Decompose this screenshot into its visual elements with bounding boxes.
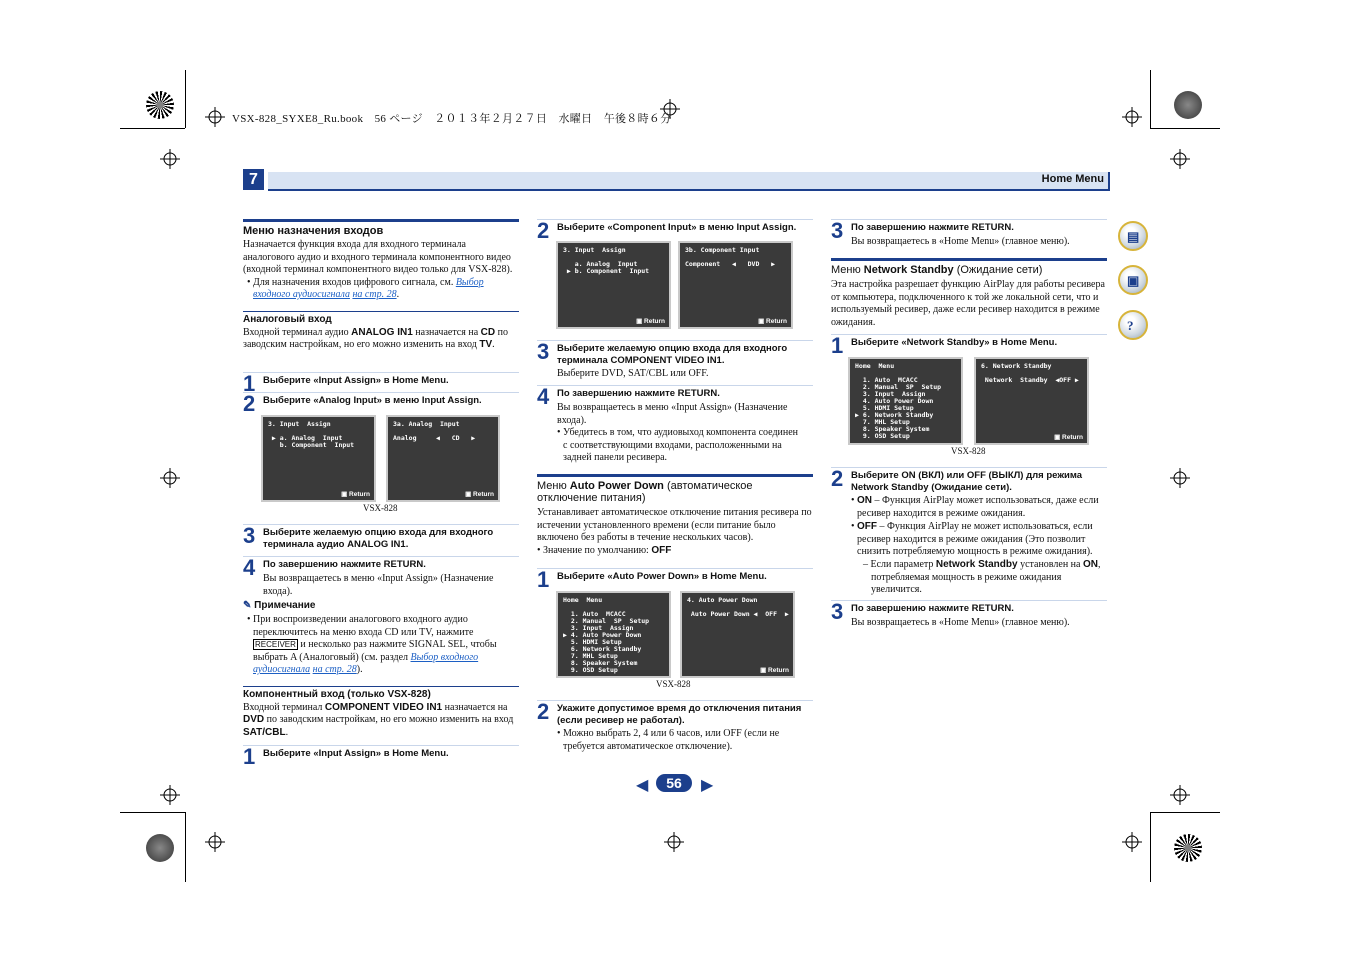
section-title: Меню Network Standby (Ожидание сети): [831, 258, 1107, 276]
step-1: 1 Выберите «Network Standby» в Home Menu.: [831, 334, 1107, 355]
osd-screen: [974, 357, 1089, 445]
registration-mark: [1122, 107, 1142, 127]
color-bar-disc: [1174, 834, 1202, 862]
step-text: Выберите «Input Assign» в Home Menu.: [263, 748, 449, 759]
step-text: Укажите допустимое время до отключения питания (если ресивер не работал).: [557, 703, 802, 726]
screen-text: Home Menu 1. Auto MCACC 2. Manual SP Setup 3. Input Assign ▶ 4. Auto Power Down 5. HDMI Setup 6. Network Standby 7. MHL Setup 8. Speaker System 9. OSD Setup: [563, 596, 650, 674]
sub-note: – Если параметр Network Standby установлен на ON, потребляемая мощность в режиме ожидания увеличится.: [863, 559, 1101, 595]
book-icon[interactable]: ▤: [1118, 221, 1148, 251]
return-label: ▣ Return: [465, 491, 494, 498]
return-label: ▣ Return: [636, 318, 665, 325]
section-title: Меню назначения входов: [243, 219, 519, 237]
return-label: ▣ Return: [1054, 434, 1083, 441]
subsection-title: Компонентный вход (только VSX-828): [243, 686, 519, 700]
step-1: 1 Выберите «Input Assign» в Home Menu.: [243, 745, 519, 766]
caption: VSX-828: [951, 446, 986, 456]
step-detail: Вы возвращаетесь в меню «Input Assign» (Назначение входа).: [557, 402, 788, 426]
step-text: Выберите «Component Input» в меню Input Assign.: [557, 222, 797, 233]
section-title: Меню Auto Power Down (автоматическое отключение питания): [537, 474, 813, 504]
file-header: VSX-828_SYXE8_Ru.book 56 ページ ２０１３年２月２７日 水曜日 午後８時６分: [232, 113, 672, 125]
osd-screen: [556, 591, 671, 678]
registration-mark: [1170, 149, 1190, 169]
apd-default: • Значение по умолчанию: OFF: [537, 544, 672, 556]
question-icon[interactable]: ?: [1118, 310, 1148, 340]
osd-screen: [848, 357, 963, 445]
apd-text: Устанавливает автоматическое отключение питания ресивера по истечении установленного времени (если питание было включено без работы в течение нескольких часов).: [537, 507, 812, 543]
osd-screen: [261, 415, 376, 502]
screen-text: Home Menu 1. Auto MCACC 2. Manual SP Setup 3. Input Assign 4. Auto Power Down 5. HDMI Setup ▶ 6. Network Standby 7. MHL Setup 8. Speaker System 9. OSD Setup: [855, 362, 942, 440]
step-2: 2 Выберите ON (ВКЛ) или OFF (ВЫКЛ) для режима Network Standby (Ожидание сети). • ON – Функция AirPlay может использоваться, даже если ресивер находится в режиме ожидания. • OFF – Функция AirPlay не может использоваться, если ресивер находится в режиме ожидания (Это позволит снизить потребляемую мощность в режиме ожидания). – Если параметр Network Standby установлен на ON, потребляемая мощность в режиме ожидания увеличится.: [831, 467, 1107, 598]
registration-mark: [160, 785, 180, 805]
screen-text: 3. Input Assign ▶ a. Analog Input b. Component Input: [268, 420, 355, 449]
bullet: • Для назначения входов цифрового сигнала, см. Выбор входного аудиосигнала на стр. 28.: [247, 276, 484, 300]
registration-mark: [205, 832, 225, 852]
step-2: 2 Выберите «Analog Input» в меню Input Assign.: [243, 392, 519, 413]
header-bar: [268, 172, 1110, 191]
color-bar-disc: [1174, 91, 1202, 119]
registration-mark: [1170, 468, 1190, 488]
next-page-arrow-icon[interactable]: ▶: [701, 777, 714, 794]
color-bar-disc: [146, 91, 174, 119]
osd-screen: [680, 591, 795, 678]
screen-text: 6. Network Standby Network Standby ◀OFF ▶: [981, 362, 1079, 384]
step-detail: Вы возвращаетесь в меню «Input Assign» (Назначение входа).: [263, 573, 494, 597]
registration-mark: [160, 468, 180, 488]
registration-mark: [1170, 785, 1190, 805]
osd-screen: [556, 241, 671, 329]
osd-screen: [386, 415, 500, 502]
step-text: По завершению нажмите RETURN.: [851, 222, 1014, 233]
step-text: Выберите «Input Assign» в Home Menu.: [263, 375, 449, 386]
chapter-number: 7: [243, 169, 264, 190]
step-text: По завершению нажмите RETURN.: [263, 559, 426, 570]
screen-text: 3a. Analog Input Analog ◀ CD ▶: [393, 420, 476, 442]
crop-mark: [1150, 812, 1220, 813]
step-4: 4 По завершению нажмите RETURN. Вы возвращаетесь в меню «Input Assign» (Назначение входа). • Убедитесь в том, что аудиовыход компонента соединен с соответствующими входами, расположенными на задней панели ресивера.: [537, 385, 813, 466]
crop-mark: [120, 128, 185, 129]
step-detail: Выберите DVD, SAT/CBL или OFF.: [557, 368, 709, 379]
return-label: ▣ Return: [758, 318, 787, 325]
step-bullet: • Убедитесь в том, что аудиовыход компонента соединен с соответствующими входами, расположенными на задней панели ресивера.: [557, 427, 799, 463]
on-option: • ON – Функция AirPlay может использоваться, даже если ресивер находится в режиме ожидания.: [851, 495, 1099, 519]
note-text: • При воспроизведении аналогового входного аудио переключитесь на меню входа CD или TV, нажмите RECEIVER и несколько раз нажмите SIGNAL SEL, чтобы выбрать A (Аналоговый) (см. раздел Выбор входного аудиосигнала на стр. 28).: [247, 614, 497, 675]
crop-mark: [1150, 128, 1220, 129]
previous-page-arrow-icon[interactable]: ◀: [636, 777, 649, 794]
page-link[interactable]: Выбор входного аудиосигнала: [253, 276, 484, 300]
step-3: 3 Выберите желаемую опцию входа для входного терминала COMPONENT VIDEO IN1. Выберите DVD, SAT/CBL или OFF.: [537, 340, 813, 383]
step-text: Выберите «Auto Power Down» в Home Menu.: [557, 571, 767, 582]
page-link[interactable]: на стр. 28: [312, 664, 357, 675]
pencil-icon: ✎: [243, 600, 252, 611]
receiver-key-icon: RECEIVER: [255, 640, 296, 649]
analog-text: Входной терминал аудио ANALOG IN1 назначается на CD по заводским настройкам, но его можно изменить на вход TV.: [243, 326, 508, 350]
step-3: 3 По завершению нажмите RETURN. Вы возвращаетесь в «Home Menu» (главное меню).: [831, 600, 1107, 637]
step-text: Выберите «Network Standby» в Home Menu.: [851, 337, 1058, 348]
step-3: 3 По завершению нажмите RETURN. Вы возвращаетесь в «Home Menu» (главное меню).: [831, 219, 1107, 256]
registration-mark: [205, 107, 225, 127]
receiver-icon[interactable]: ▣: [1118, 265, 1148, 295]
screen-text: 3b. Component Input Component ◀ DVD ▶: [685, 246, 776, 268]
registration-mark: [160, 149, 180, 169]
crop-mark: [185, 812, 186, 882]
color-bar-disc: [146, 834, 174, 862]
step-text: Выберите желаемую опцию входа для входного терминала COMPONENT VIDEO IN1.: [557, 343, 788, 366]
header-title: Home Menu: [1041, 173, 1104, 185]
return-label: ▣ Return: [760, 667, 789, 674]
crop-mark: [1150, 70, 1151, 128]
step-1: 1 Выберите «Auto Power Down» в Home Menu.: [537, 568, 813, 589]
step-2: 2 Укажите допустимое время до отключения питания (если ресивер не работал). • Можно выбрать 2, 4 или 6 часов, или OFF (если не требуется автоматическое отключение).: [537, 700, 813, 756]
return-label: ▣ Return: [341, 491, 370, 498]
registration-mark: [664, 832, 684, 852]
step-text: Выберите «Analog Input» в меню Input Assign.: [263, 395, 482, 406]
intro-text: Назначается функция входа для входного терминала аналогового аудио и входного терминала компонентного видео (входной терминал компонентного видео только для VSX-828).: [243, 239, 513, 275]
crop-mark: [120, 812, 185, 813]
step-text: По завершению нажмите RETURN.: [851, 603, 1014, 614]
screen-text: 3. Input Assign a. Analog Input ▶ b. Component Input: [563, 246, 650, 275]
osd-screen: [678, 241, 793, 329]
crop-mark: [185, 70, 186, 128]
step-1: 1 Выберите «Input Assign» в Home Menu.: [243, 372, 519, 393]
step-bullet: • Можно выбрать 2, 4 или 6 часов, или OFF (если не требуется автоматическое отключение).: [557, 728, 780, 752]
step-text: По завершению нажмите RETURN.: [557, 388, 720, 399]
step-3: 3 Выберите желаемую опцию входа для входного терминала аудио ANALOG IN1.: [243, 524, 519, 555]
page-link[interactable]: на стр. 28: [352, 289, 397, 300]
step-detail: Вы возвращаетесь в «Home Menu» (главное меню).: [851, 617, 1070, 628]
step-text: Выберите ON (ВКЛ) или OFF (ВЫКЛ) для режима Network Standby (Ожидание сети).: [851, 470, 1083, 493]
off-option: • OFF – Функция AirPlay не может использоваться, если ресивер находится в режиме ожидания (Это позволит снизить потребляемую мощность в режиме ожидания).: [851, 521, 1093, 557]
step-text: Выберите желаемую опцию входа для входного терминала аудио ANALOG IN1.: [263, 527, 494, 550]
caption: VSX-828: [656, 679, 691, 689]
note-heading: ✎ Примечание: [243, 600, 316, 611]
subsection-title: Аналоговый вход: [243, 311, 519, 325]
step-detail: Вы возвращаетесь в «Home Menu» (главное меню).: [851, 236, 1070, 247]
crop-mark: [1150, 812, 1151, 882]
registration-mark: [1122, 832, 1142, 852]
component-text: Входной терминал COMPONENT VIDEO IN1 назначается на DVD по заводским настройкам, но его можно изменить на вход SAT/CBL.: [243, 701, 514, 738]
ns-text: Эта настройка разрешает функцию AirPlay для работы ресивера от компьютера, подключенного к той же локальной сети, что и используемый ресивер, даже если ресивер находится в режиме ожидания.: [831, 279, 1105, 328]
screen-text: 4. Auto Power Down Auto Power Down ◀ OFF ▶: [687, 596, 789, 618]
bullet-text: • Для назначения входов цифрового сигнала, см.: [247, 276, 456, 288]
caption: VSX-828: [363, 503, 398, 513]
page-link[interactable]: Выбор входного аудиосигнала: [253, 651, 479, 675]
step-4: 4 По завершению нажмите RETURN. Вы возвращаетесь в меню «Input Assign» (Назначение входа).: [243, 556, 519, 597]
step-2: 2 Выберите «Component Input» в меню Input Assign.: [537, 219, 813, 240]
page-number: 56: [656, 774, 692, 792]
